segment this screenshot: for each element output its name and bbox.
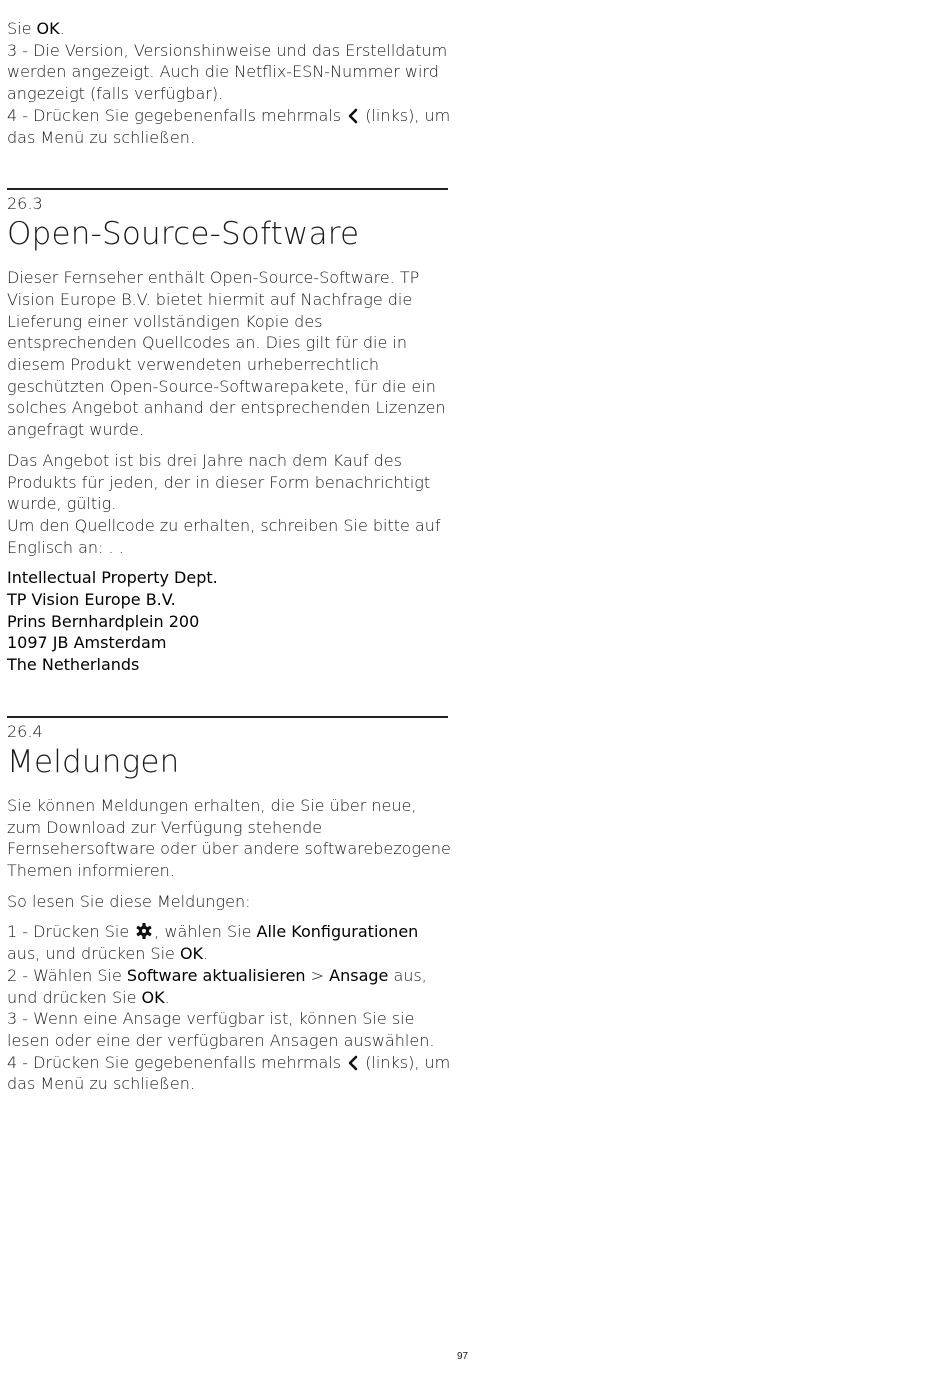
address-line: 1097 JB Amsterdam [7, 633, 167, 653]
paragraph: Dieser Fernseher enthält Open-Source-Software. TP Vision Europe B.V. bietet hiermit auf Nachfrage die Lieferung einer vollständigen Kopie des entsprechenden Quellcodes an. Dies gilt für die in diesem Produkt verwendeten urheberrechtlich geschützten Open-Source-Softwarepakete, für die ein solches Angebot anhand der entsprechenden Lizenzen angefragt wurde. [7, 268, 446, 440]
step-3: 3 - Wenn eine Ansage verfügbar ist, können Sie sie lesen oder eine der verfügbaren Ansagen auswählen. [7, 1009, 435, 1050]
section-number: 26.4 [7, 721, 43, 741]
chevron-left-icon [346, 108, 360, 124]
section-divider [7, 716, 448, 718]
paragraph: So lesen Sie diese Meldungen: [7, 891, 251, 911]
intro-step-3: 3 - Die Version, Versionshinweise und das Erstelldatum werden angezeigt. Auch die Netflix-ESN-Nummer wird angezeigt (falls verfügbar). [7, 40, 448, 104]
step-1: 1 - Drücken Sie , wählen Sie Alle Konfigurationen aus, und drücken Sie OK. [7, 922, 419, 964]
paragraph: Das Angebot ist bis drei Jahre nach dem Kauf des Produkts für jeden, der in dieser Form benachrichtigt wurde, gültig. Um den Quellcode zu erhalten, schreiben Sie bitte auf Englisch an: . . [7, 450, 441, 557]
steps-list [7, 921, 455, 1095]
intro-step-4: 4 - Drücken Sie gegebenenfalls mehrmals (links), um das Menü zu schließen. [7, 105, 451, 147]
ok-key-label: OK [36, 19, 60, 38]
address-line: Intellectual Property Dept. [7, 568, 218, 588]
address-line: TP Vision Europe B.V. [7, 590, 176, 610]
intro-text: Sie OK. 3 - Die Version, Versionshinweise und das Erstelldatum werden angezeigt. Auch die Netflix-ESN-Nummer wird angezeigt (falls verfügbar). 4 - Drücken Sie gegebenenfalls mehrmals (links), um das Menü zu schließen. [7, 18, 455, 148]
address-block [7, 567, 455, 676]
section-number: 26.3 [7, 194, 43, 214]
step-2: 2 - Wählen Sie Software aktualisieren > Ansage aus, und drücken Sie OK. [7, 965, 427, 1007]
address-line: The Netherlands [7, 655, 140, 675]
step-4: 4 - Drücken Sie gegebenenfalls mehrmals (links), um das Menü zu schließen. [7, 1052, 451, 1094]
chevron-left-icon [346, 1055, 360, 1071]
gear-icon [134, 922, 154, 940]
page-number: 97 [457, 1351, 469, 1362]
section-divider [7, 188, 448, 190]
address-line: Prins Bernhardplein 200 [7, 611, 200, 631]
page-column [7, 18, 455, 1095]
section-title: Open-Source-Software [7, 216, 360, 253]
section-title: Meldungen [7, 743, 180, 780]
paragraph: Sie können Meldungen erhalten, die Sie über neue, zum Download zur Verfügung stehende Fernsehersoftware oder über andere softwarebezogene Themen informieren. [7, 795, 451, 880]
